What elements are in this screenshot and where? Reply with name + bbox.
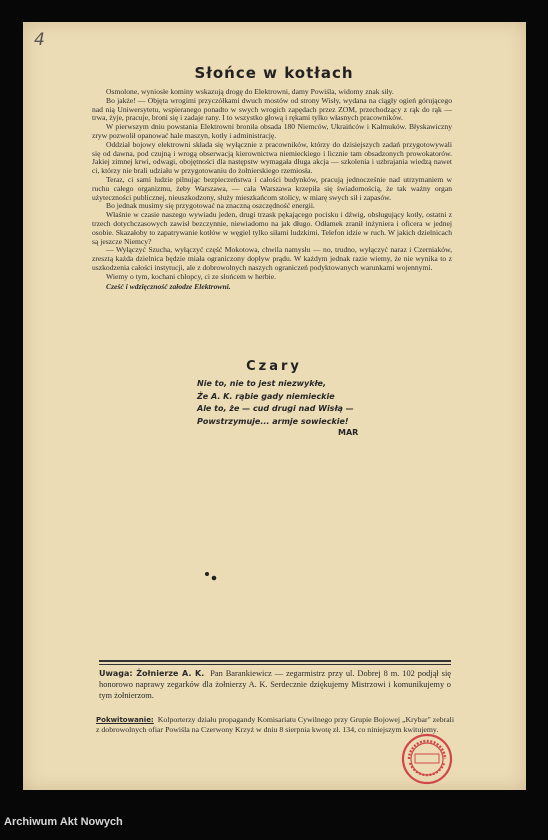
archive-stamp-icon	[400, 732, 454, 786]
attention-label: Uwaga: Żołnierze A. K.	[99, 669, 205, 678]
article-title: Słońce w kotłach	[194, 64, 354, 82]
article-paragraph: — Wyłączyć Szucha, wyłączyć część Mokotowa, chwila namysłu — no, trudno, wyłączyć naraz i Czerniaków, zresztą każda dzielnica będzie miała ograniczony dopływ prądu. W każdym jednak razie wiemy, że nie wynika to z uszkodzenia całości instytucji, ale z dobrowolnych naszych ograniczeń podyktowanych warunkami wojennymi.	[92, 245, 452, 272]
poem-line: Powstrzymuje... armje sowieckie!	[197, 416, 349, 426]
page-number: 4	[34, 30, 45, 50]
article-paragraph: Teraz, ci sami ludzie pilnując bezpieczeństwa i całości budynków, pracują jednocześnie nad utrzymaniem w ruchu całego organizmu, żeby Warszawa, — cała Warszawa krzepiła się świadomością, że tak ważny organ użyteczności publicznej, nieuszkodzony, służy mieszkańcom stolicy, w miarę swych sił i zapasów.	[92, 174, 452, 202]
divider-line	[99, 660, 451, 662]
article-paragraph: Osmolone, wyniosłe kominy wskazują drogę do Elektrowni, damy Powiśla, widomy znak siły.	[106, 87, 394, 96]
receipt-label: Pokwitowanie:	[96, 716, 154, 724]
poem-line: Że A. K. rąbie gady niemieckie	[197, 391, 335, 401]
article-paragraph: Oddział bojowy elektrowni składa się wyłącznie z pracowników, którzy do dzisiejszych zadań przygotowywali się od dawna, pod czujną i wrogą obserwacją kierownictwa niemieckiego i licznie tam obsadzonych prowokatorów. Jakiej zimnej krwi, odwagi, obojętności dla następstw wymagała długa akcja — szkolenia i uzbrajania wiedzą nawet ci, którzy nie brali udziału w przygotowaniu do żołnierskiego rzemiosła.	[92, 139, 452, 176]
article-body	[92, 88, 452, 291]
article-paragraph: Właśnie w czasie naszego wywiadu jeden, drugi trzask pękającego pocisku i dźwig, obsługujący kotły, ostatni z trzech dotychczasowych zawisł bezczynnie, niewiadomo na jak długo. Odłamek zranił inżyniera i oficera w jednej osobie. Skazałoby to zapatrywanie kotłów w węgiel tylko siłami ludzkimi. Telefon idzie w ruch. W jakich dzielnicach są jeszcze Niemcy?	[92, 210, 452, 246]
article-paragraph: Bo jednak musimy się przygotować na znaczną oszczędność energii.	[106, 201, 315, 211]
receipt-text: Kolporterzy działu propagandy Komisariatu Cywilnego przy Grupie Bojowej „Krybar" zebrali z dobrowolnych ofiar Powiśla na Czerwony Krzyż w dniu 8 sierpnia kwotę zł. 134, co niniejszym kwitujemy.	[96, 715, 454, 735]
ink-spots	[203, 571, 219, 583]
poem-signature: MAR	[338, 428, 359, 437]
divider-line	[99, 664, 451, 665]
poem	[197, 378, 354, 428]
article-paragraph: Wiemy o tym, kochani chłopcy, ci ze słońcem w herbie.	[106, 271, 277, 281]
article-sign-off: Cześć i wdzięczność załodze Elektrowni.	[106, 281, 231, 291]
article-paragraph: Bo jakże! — Objęta wrogimi przyczółkami dwuch mostów od strony Wisły, wydana na ciągły ogień górującego nad nią Uniwersytetu, wspieranego ponadto w swych wrogich zapędach przez ZOM, przechodzący z rąk do rąk — trwa, żyje, pracuje, broni się i zadaje rany. I to wszystko głową i rękami tylko własnych pracowników.	[92, 95, 452, 123]
poem-title: Czary	[246, 359, 302, 374]
attention-notice	[99, 668, 451, 701]
article-paragraph: W pierwszym dniu powstania Elektrowni broniła obsada 180 Niemców, Ukraińców i Kałmuków. Błyskawiczny zryw pozwolił opanować hale maszyn, kotły i administrację.	[92, 122, 452, 140]
attention-text: Pan Barankiewicz — zegarmistrz przy ul. Dobrej 8 m. 102 podjął się honorowo naprawy zegarków dla żołnierzy A. K. Serdecznie dziękujemy Mistrzowi i komunikujemy o tym żołnierzom.	[99, 669, 451, 700]
poem-line: Nie to, nie to jest niezwykłe,	[197, 379, 326, 388]
poem-line: Ale to, że — cud drugi nad Wisłą —	[197, 404, 354, 413]
archive-footer: Archiwum Akt Nowych	[4, 816, 123, 828]
